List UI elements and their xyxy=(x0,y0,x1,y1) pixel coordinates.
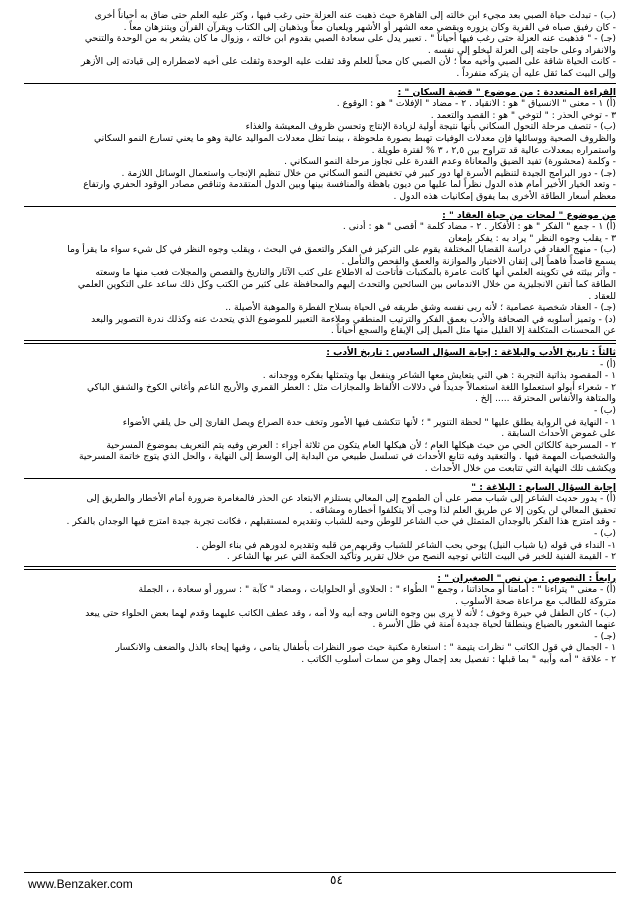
double-divider xyxy=(24,340,616,344)
text-line: للعقاد . xyxy=(588,290,616,302)
text-line: ٢ - المسرحية كالكائن الحي من حيث هيكلها العام ؛ لأن هيكلها العام يتكون من ثلاثة أجزاء : العرض وفيه يتم التعريف بموضوع المسرحية xyxy=(106,439,616,451)
text-line: والشخصيات المهمة فيها . والتعقيد وفيه تتابع الأحداث في تسلسل طبيعي من البداية إلى الوسط إلى النهاية ، والحل الذي يتوج خاتمة المسرحية xyxy=(78,451,616,463)
section-texts xyxy=(24,573,616,666)
text-line: ٢ - القيمة الفنية للخبر في البيت الثاني توجيه النصح من خلال تقرير وتأكيد الحكمة التي عبر بها الشاعر . xyxy=(226,551,616,563)
text-line: عن المحسنات المتكلفة إلا القليل منها مثل الميل إلى الإيقاع والسجع أحياناً . xyxy=(330,325,616,337)
divider xyxy=(24,478,616,479)
section-aqqad xyxy=(24,210,616,338)
text-line: (ب) - xyxy=(593,405,616,416)
divider xyxy=(24,83,616,84)
text-line: (جـ) - xyxy=(594,630,616,642)
text-line: (أ) - معنى " يتراءنا " : أمامنا أو محاذاتنا ، وجمع " الطُواء " : الحلاوى أو الحلوايات ، ومضاد " كآبة " : سرور أو سعادة ، ، الجملة xyxy=(138,584,616,596)
section-answer-b xyxy=(24,10,616,80)
text-line: والانفراد وعلى حاجته إلى العزلة ليخلو إلى نفسه . xyxy=(427,44,616,56)
text-line: عنهما الشعور بالضياع وينطلقا لحياة جديدة آمنة في ظل الأسرة . xyxy=(372,619,616,631)
section-heading: رابعاً : النصوص : من نص " الصغيران " : xyxy=(437,572,616,584)
text-line: (ب) - تبدلت حياة الصبي بعد مجيء ابن خالته إلى القاهرة حيث ذهبت عنه العزلة حتى رغب فيها ، وكثر عليه العلم حتى ضاق به أحياناً أخرى xyxy=(94,10,616,21)
section-heading: ثالثاً : تاريخ الأدب والبلاغة : إجابة السؤال السادس : تاريخ الأدب : xyxy=(326,347,616,359)
text-line: (جـ) - العقاد شخصية عصامية ؛ لأنه ربى نفسه وشق طريقه في الحياة بسلاح الفطرة والموهبة الأصيلة .. xyxy=(225,302,616,314)
text-line: وإلى البيت كما ثقل عليه أن يتركه منفرداً . xyxy=(456,67,616,79)
text-line: (ب) - xyxy=(593,527,616,539)
page-number: ٥٤ xyxy=(330,873,343,887)
text-line: - وأثر بيئته في تكوينه العلمي أنها كانت عامرة بالمكتبات فأتاحت له الاطلاع على كتب الآثار والتاريخ والقصص والمجلات فعب منها ما وسعته xyxy=(95,267,616,279)
text-line: يسمع قاصداً فاهماً إلى إتقان الاختيار والموازنة والعمق والفحص والتأمل . xyxy=(341,255,616,267)
text-line: (أ) ١ - معنى " الانسياق " هو : الانقياد . ٢ - مضاد " الإفلات " هو : الوقوع . xyxy=(336,98,616,110)
text-line: والظروف الصحية ووسائلها فإن معدلات الوفيات تهبط بصورة ملحوظة ، بينما تظل معدلات المواليد عالية وهو ما يعني تسارع النمو السكاني xyxy=(93,132,616,144)
text-line: الطاقة كما أتقن الانجليزية من خلال الاندماس بين السائحين والتحدث إليهم والمحافظة على كثير من الكتب وكل ذلك ساعد على التكوين العلمي xyxy=(77,279,616,291)
text-line: (ب) - كان الطفل في حيرة وخوف ؛ لأنه لا يرى بين وجوه الناس وجه أبيه ولا أمه ، وقد عطف الكاتب عليهما وقدم لهما بعض الحلواء حتى يبعد xyxy=(85,607,616,619)
text-line: - وكلمة (محشورة) تفيد الضيق والمعاناة وعدم القدرة على تجاوز مرحلة النمو السكاني . xyxy=(284,156,616,168)
text-line: ويكشف تلك النهاية التي تتابعت من خلال الأحداث . xyxy=(424,462,616,474)
text-line: ٣ - توخي الحذر : " لتوخي " هو : القصد والتعمد . xyxy=(430,109,616,121)
text-line: (أ) - يدور حديث الشاعر إلى شباب مصر على أن الطموح إلى المعالي يستلزم الابتعاد عن الحذر فالمغامرة ضرورة أمام الأخطار والطريق إلى xyxy=(86,493,616,505)
text-line: - وقد امتزج هذا الفكر بالوجدان المتمثل في حب الشاعر للوطن وحبه للشباب وتقديره لمستقبلهم ، فكانت تجربة جيدة امتزج فيها الوجدان بالفكر . xyxy=(66,516,616,528)
text-line: - وتعد الخيار الأخير أمام هذه الدول نظراً لما عليها من ديون باهظة والمنافسة بينها وبين الدول المتقدمة وتناقص مصادر الوقود الحفري وارتفاع xyxy=(83,179,616,191)
text-line: على غموض الأحداث السابقة . xyxy=(501,428,616,440)
text-line: ٢ - شعراء أبولو استعملوا اللغة استعمالاً جديداً في دلالات الألفاظ والمجازات مثل : العطر القمري والأريج الناعم وأغاني الكوخ والشفق الباكي xyxy=(87,381,616,393)
text-line: (ب) - منهج العقاد في دراسة القضايا المختلفة يقوم على التركيز في الفكر والتعمق في البحث ، ويقلب وجوه النظر في كل شيء سواء ما يقرأ وما xyxy=(67,244,616,256)
text-line: معظم أسعار الطاقة الأخرى بما يفوق إمكانيات هذه الدول . xyxy=(393,190,616,202)
section-rhetoric xyxy=(24,482,616,563)
text-line: ٣ - يقلب وجوه النظر " يراد به : يفكر بإمعان xyxy=(448,232,616,244)
section-heading: من موضوع " لمحات من حياة العقاد " : xyxy=(442,209,616,221)
text-line: - كان رفيق صباه في القرية وكان يزوره ويقضى معه الشهر أو الأشهر ويلعبان معاً ويذهبان إلى الكتاب ويقرآن القرآن ويتنزهان معاً . xyxy=(123,21,616,33)
section-literary-history xyxy=(24,347,616,475)
section-heading: القراءة المتعددة : من موضوع " قضية السكان " : xyxy=(397,86,616,98)
text-line: (جـ) - " فذهبت عنه العزلة حتى رغب فيها أحياناً " . تعبير يدل على سعادة الصبي بقدوم ابن خالته ، وزوال ما كان يشعر به من الوحدة والتنحي xyxy=(84,33,616,45)
text-line: متروكة للطالب مع مراعاة صحة الأسلوب . xyxy=(455,595,616,607)
section-population xyxy=(24,87,616,203)
text-line: - كانت الحياة شاقة على الصبي وأخيه معاً ؛ لأن الصبي كان محباً للعلم وقد ثقلت عليه الوحدة وثقلت على أخيه لاضطراره إلى قيادته إلى الأزهر xyxy=(81,56,616,68)
text-line: ٢ - علاقة " أمه وأبيه " بما قبلها : تفصيل بعد إجمال وهو من سمات أسلوب الكاتب . xyxy=(301,653,616,665)
text-line: ١- النداء في قوله (يا شباب النيل) يوحي بحب الشاعر للشباب وقربهم من قلبه وتقديره لدورهم في بناء الوطن . xyxy=(195,539,616,551)
text-line: والمتاهة والأنفاس المحترقة ..... إلخ . xyxy=(474,393,616,405)
text-line: (أ) - xyxy=(600,358,616,370)
divider xyxy=(24,206,616,207)
text-line: واستمراره بمعدلات عالية قد تتراوح بين ٢,٥ ، ٣ % لفترة طويلة . xyxy=(371,144,616,156)
text-line: (د) - وتميز أسلوبه في الصحافة والأدب بعمق الفكر والترتيب المنطقي وملاءمة التعبير للموضوع الذي يتحدث عنه وكذلك ندرة التصوير والبعد xyxy=(91,313,616,325)
footer-url[interactable]: www.Benzaker.com xyxy=(28,877,133,891)
text-line: (ب) - تتصف مرحلة التحول السكاني بأنها نتيجة أولية لزيادة الإنتاج وتحسن ظروف المعيشة والغذاء xyxy=(245,121,616,133)
text-line: ١ - النهاية في الرواية يطلق عليها " لحظة التنوير " ؛ لأنها تتكشف فيها الأمور وتخف حدة الصراع ويصل القارئ إلى حل يلقي الأضواء xyxy=(122,416,616,428)
document-page xyxy=(24,10,616,862)
text-line: ١ - المقصود بذاتية التجربة : هي التي يتعايش معها الشاعر وينفعل بها ويتمثلها بفكره ووجدانه . xyxy=(262,370,616,382)
section-heading: إجابة السؤال السابع : البلاغة : " xyxy=(471,481,616,493)
text-line: (أ) ١ - جمع " الفكر " هو : الأفكار . ٢ - مضاد كلمة " أقصى " هو : أدنى . xyxy=(342,221,616,233)
text-line: تحقيق المعالي لن يكون إلا عن طريق العلم لذا وجب ألا يتكلفوا أخطاره ومشاقه . xyxy=(309,504,616,516)
text-line: (جـ) - دور البرامج الجيدة لتنظيم الأسرة لها دور كبير في تخفيض النمو السكاني من خلال تنظيم الإنجاب واستعمال الوسائل اللازمة . xyxy=(121,167,616,179)
text-line: ١ - الجمال في قول الكاتب " نظرات يتيمة " : استعارة مكنية حيث صور النظرات بأطفال يتامى ، وفيها إيحاء بالذل والضعف والانكسار xyxy=(115,642,616,654)
page-footer xyxy=(24,872,616,893)
double-divider xyxy=(24,566,616,570)
